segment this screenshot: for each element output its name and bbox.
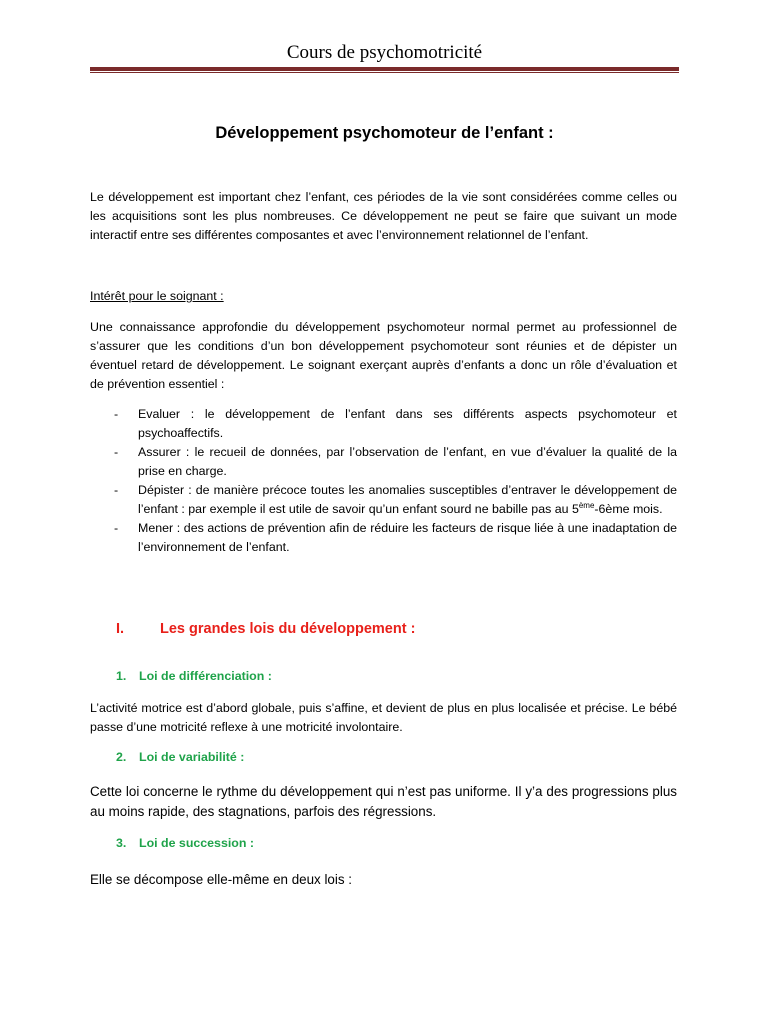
running-header: Cours de psychomotricité	[286, 42, 483, 63]
list-item-text	[138, 483, 677, 516]
dash-bullet: -	[114, 407, 119, 421]
list-item-text: Evaluer : le développement de l’enfant dans ses différents aspects psychomoteur et psychoaffectifs.	[138, 407, 677, 440]
intro-paragraph: Le développement est important chez l’enfant, ces périodes de la vie sont considérées comme celles ou les acquisitions sont les plus nombreuses. Ce développement ne peut se faire que suivant un mode interactif entre ses différentes composantes et avec l’environnement relationnel de l’enfant.	[90, 190, 677, 242]
subsection-number: 1.	[116, 669, 127, 683]
list-item-text: Mener : des actions de prévention afin de réduire les facteurs de risque liée à une inadaptation de l’environnement de l’enfant.	[138, 521, 677, 554]
section-number: I.	[116, 621, 125, 637]
superscript: ème	[578, 500, 595, 510]
list-item	[114, 519, 677, 557]
page-title: Développement psychomoteur de l’enfant :	[215, 124, 554, 142]
list-item-text-after: -6ème mois.	[594, 502, 663, 516]
subsection-paragraph: Cette loi concerne le rythme du développement qui n’est pas uniforme. Il y’a des progressions plus au moins rapide, des stagnations, parfois des régressions.	[90, 784, 677, 819]
list-item-text: Assurer : le recueil de données, par l’observation de l’enfant, en vue d’évaluer la qualité de la prise en charge.	[138, 445, 677, 478]
dash-bullet: -	[114, 483, 119, 497]
subsection-heading	[116, 669, 272, 683]
subsection-title: Loi de succession :	[139, 836, 254, 850]
header-rule	[90, 67, 679, 71]
header-rule-thin	[90, 72, 679, 73]
list-item	[114, 405, 677, 443]
subsection-heading	[116, 750, 244, 764]
list-item	[114, 481, 677, 519]
list-item-text-before: Dépister : de manière précoce toutes les anomalies susceptibles d’entraver le développement de l’enfant : par exemple il est utile de savoir qu’un enfant sourd ne babille pas au 5	[138, 483, 677, 516]
list-item	[114, 443, 677, 481]
bullet-list	[114, 405, 677, 557]
dash-bullet: -	[114, 445, 119, 459]
interest-paragraph: Une connaissance approfondie du développement psychomoteur normal permet au professionnel de s’assurer que les conditions d’un bon développement psychomoteur sont réunies et de dépister un éventuel retard de développement. Le soignant exerçant auprès d’enfants a donc un rôle d’évaluation et de prévention essentiel :	[90, 320, 677, 391]
interest-label: Intérêt pour le soignant :	[90, 289, 224, 303]
subsection-title: Loi de différenciation :	[139, 669, 272, 683]
section-title: Les grandes lois du développement :	[160, 621, 416, 637]
subsection-paragraph: L’activité motrice est d’abord globale, puis s’affine, et devient de plus en plus localisée et précise. Le bébé passe d’une motricité reflexe à une motricité involontaire.	[90, 701, 677, 734]
section-heading	[116, 621, 415, 637]
subsection-number: 3.	[116, 836, 127, 850]
subsection-number: 2.	[116, 750, 127, 764]
subsection-heading	[116, 836, 254, 850]
dash-bullet: -	[114, 521, 119, 535]
subsection-paragraph: Elle se décompose elle-même en deux lois :	[90, 872, 352, 887]
subsection-title: Loi de variabilité :	[139, 750, 245, 764]
